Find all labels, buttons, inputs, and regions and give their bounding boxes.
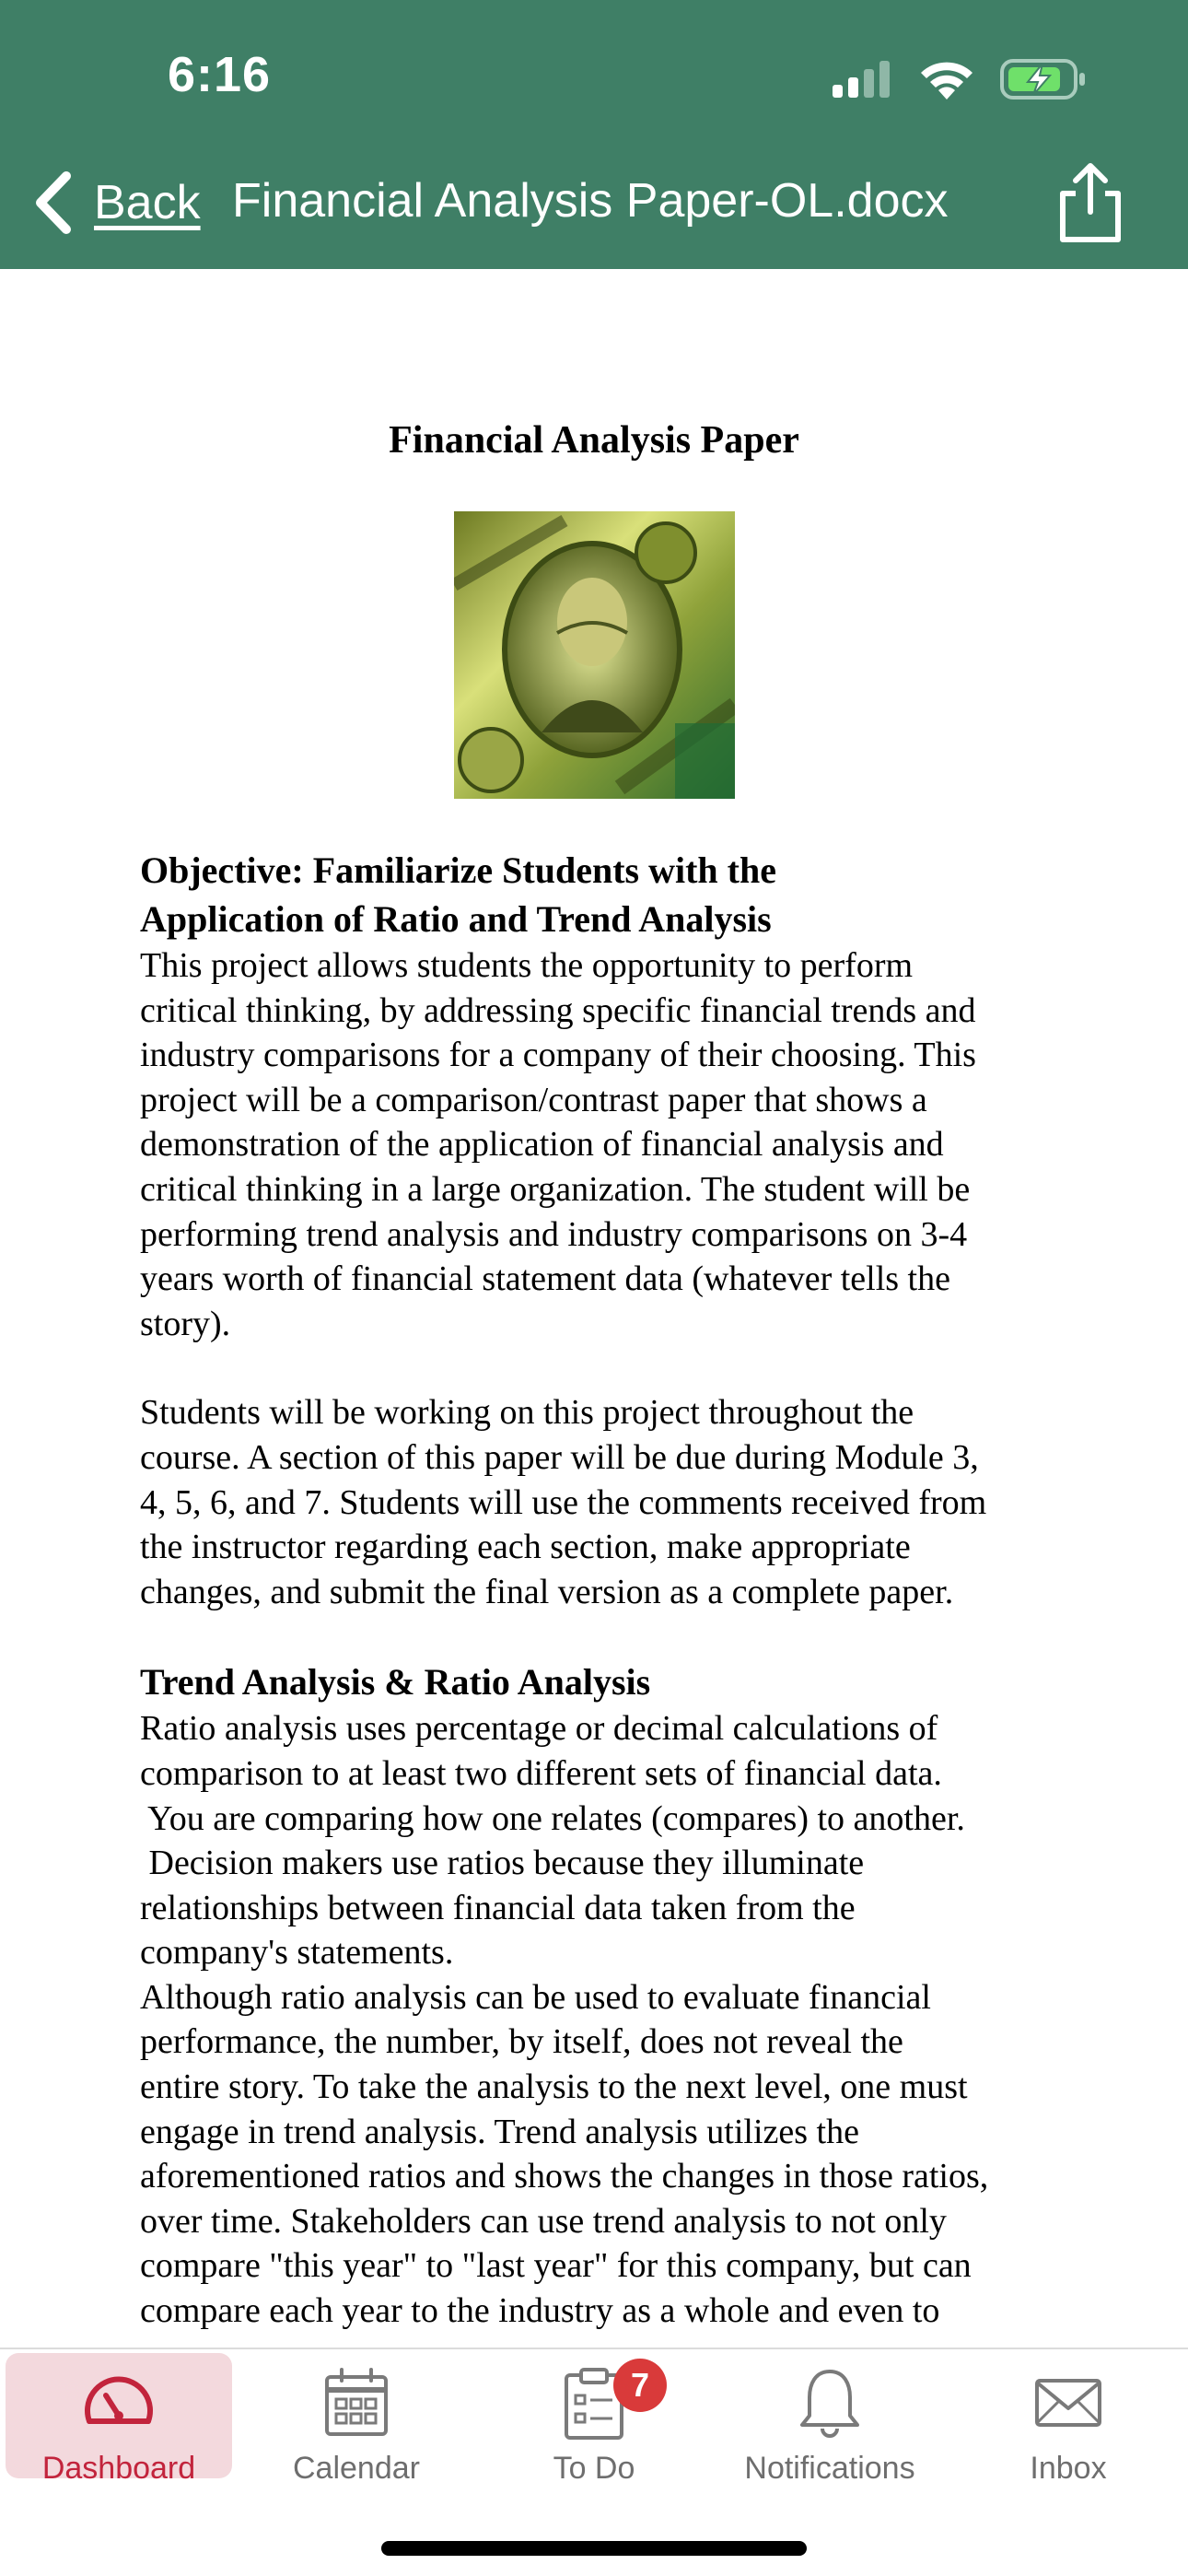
tab-label: Inbox: [1030, 2451, 1107, 2486]
paragraph-line: project will be a comparison/contrast paper that shows a: [140, 1080, 927, 1119]
document-viewer[interactable]: [0, 269, 1188, 2348]
tab-label: Calendar: [293, 2451, 420, 2486]
status-icons: [833, 53, 1087, 105]
paragraph-line: compare each year to the industry as a whole and even to: [140, 2291, 940, 2331]
tab-calendar[interactable]: [243, 2353, 470, 2486]
back-button[interactable]: [33, 166, 201, 240]
dollar-bill-icon: [454, 511, 735, 799]
tab-notifications[interactable]: [711, 2353, 949, 2486]
tab-label: Dashboard: [41, 2451, 196, 2486]
document-title: Financial Analysis Paper-OL.docx: [232, 174, 949, 228]
paragraph-line: This project allows students the opportunity to perform: [140, 946, 914, 985]
paragraph-line: comparison to at least two different sets of financial data.: [140, 1753, 942, 1793]
gauge-icon: [80, 2364, 157, 2441]
chevron-left-icon: [33, 170, 74, 235]
paragraph-line: years worth of financial statement data (whatever tells the: [140, 1259, 950, 1299]
paragraph-line: aforementioned ratios and shows the changes in those ratios,: [140, 2157, 989, 2196]
paragraph-line: critical thinking in a large organization. The student will be: [140, 1169, 971, 1209]
share-button[interactable]: [1055, 162, 1125, 245]
objective-heading-line-2: Application of Ratio and Trend Analysis: [140, 898, 772, 940]
paragraph-line: Ratio analysis uses percentage or decimal calculations of: [140, 1709, 938, 1749]
paragraph-spacer: [140, 1346, 1061, 1390]
paragraph-line: story).: [140, 1304, 231, 1343]
envelope-icon: [1030, 2364, 1107, 2441]
tab-label: Notifications: [744, 2451, 915, 2486]
paragraph-line: course. A section of this paper will be due during Module 3,: [140, 1437, 979, 1477]
paragraph-line: relationships between financial data taken from the: [140, 1888, 856, 1927]
paragraph-line: changes, and submit the final version as a complete paper.: [140, 1572, 954, 1611]
paragraph-spacer: [140, 1614, 1061, 1657]
paragraph-line: performance, the number, by itself, does not reveal the: [140, 2022, 903, 2062]
app-header: [0, 0, 1188, 269]
calendar-icon: [318, 2364, 395, 2441]
paragraph-line: demonstration of the application of financial analysis and: [140, 1125, 944, 1165]
paragraph-line: company's statements.: [140, 1933, 454, 1973]
cellular-signal-icon: [833, 61, 893, 98]
doc-heading: Financial Analysis Paper: [389, 419, 799, 462]
dollar-bill-image: [454, 511, 735, 799]
trend-heading: Trend Analysis & Ratio Analysis: [140, 1661, 651, 1704]
paragraph-line: compare "this year" to "last year" for this company, but can: [140, 2246, 972, 2286]
tab-inbox[interactable]: [958, 2353, 1179, 2486]
status-time: 6:16: [168, 47, 272, 102]
paragraph-line: over time. Stakeholders can use trend analysis to not only: [140, 2201, 947, 2241]
paragraph-line: industry comparisons for a company of their choosing. This: [140, 1036, 976, 1075]
wifi-icon: [919, 59, 974, 100]
battery-charging-icon: [1000, 58, 1087, 100]
paragraph-line: performing trend analysis and industry comparisons on 3-4: [140, 1214, 968, 1254]
paragraph-line: Although ratio analysis can be used to evaluate financial: [140, 1977, 931, 2017]
back-label: Back: [94, 176, 201, 229]
paragraph-line: entire story. To take the analysis to the next level, one must: [140, 2067, 968, 2107]
paragraph-line: Students will be working on this project throughout the: [140, 1393, 914, 1433]
paragraph-line: You are comparing how one relates (compares) to another.: [140, 1798, 965, 1838]
paragraph-line: engage in trend analysis. Trend analysis utilizes the: [140, 2112, 859, 2151]
home-indicator[interactable]: [381, 2541, 807, 2556]
objective-heading-line-1: Objective: Familiarize Students with the: [140, 849, 776, 891]
tab-label: To Do: [553, 2451, 635, 2486]
todo-count-badge: 7: [613, 2359, 667, 2412]
share-icon: [1055, 162, 1125, 245]
tab-todo[interactable]: [481, 2353, 707, 2486]
paragraph-line: the instructor regarding each section, make appropriate: [140, 1528, 911, 1567]
tab-dashboard[interactable]: [6, 2353, 232, 2486]
paragraph-line: Decision makers use ratios because they illuminate: [140, 1844, 865, 1883]
bell-icon: [791, 2364, 868, 2441]
paragraph-line: 4, 5, 6, and 7. Students will use the comments received from: [140, 1482, 987, 1522]
document-body: [140, 846, 1061, 2334]
paragraph-line: critical thinking, by addressing specific financial trends and: [140, 990, 976, 1030]
